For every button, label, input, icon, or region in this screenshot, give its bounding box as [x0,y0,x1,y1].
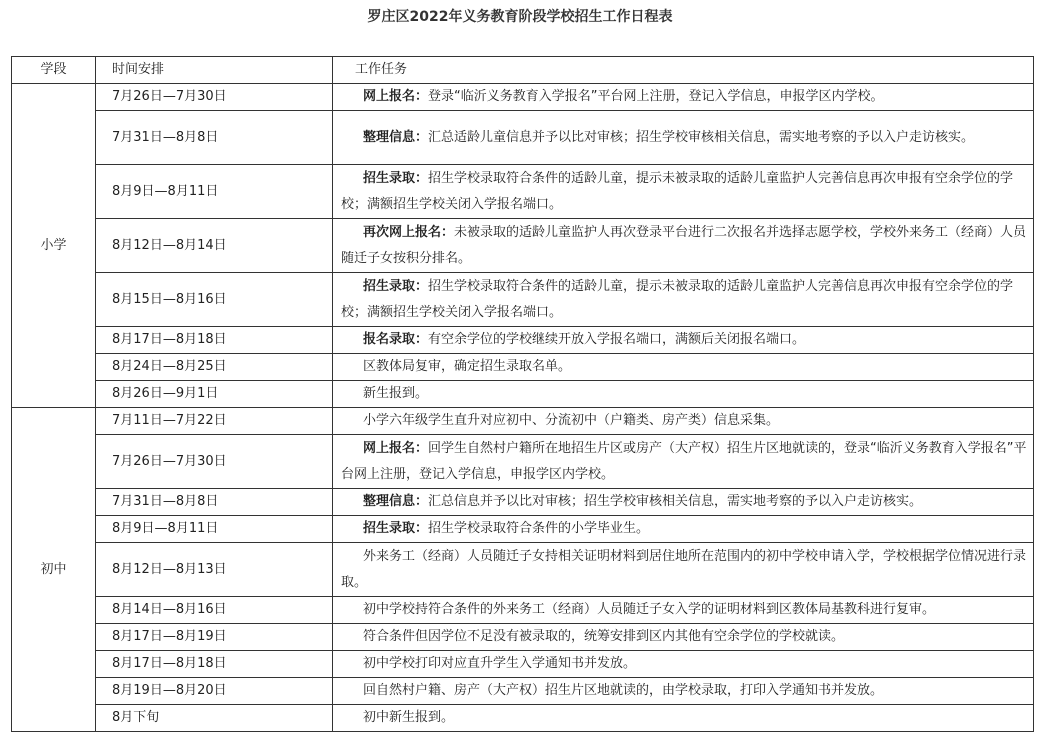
table-row [12,651,1034,678]
task-label: 整理信息： [363,494,429,509]
table-row [12,219,1034,273]
task-cell [333,597,1034,624]
task-cell [333,381,1034,408]
task-cell [333,111,1034,165]
task-label: 网上报名： [363,440,429,456]
time-cell: 7月26日—7月30日 [96,84,333,111]
task-cell [333,489,1034,516]
task-text: 登录“临沂义务教育入学报名”平台网上注册，登记入学信息，申报学区内学校。 [428,89,884,104]
table-row [12,354,1034,381]
table-row [12,327,1034,354]
table-row [12,705,1034,732]
task-text: 未被录取的适龄儿童监护人再次登录平台进行二次报名并选择志愿学校，学校外来务工（经商）人员随迁子女按积分排名。 [341,224,1027,266]
table-row [12,111,1034,165]
header-stage: 学段 [12,57,96,84]
task-text: 小学六年级学生直升对应初中、分流初中（户籍类、房产类）信息采集。 [363,413,780,428]
time-cell: 8月12日—8月13日 [96,543,333,597]
header-time: 时间安排 [96,57,333,84]
schedule-table [11,56,1034,732]
task-cell [333,273,1034,327]
time-cell: 8月9日—8月11日 [96,516,333,543]
task-text: 回学生自然村户籍所在地招生片区或房产（大产权）招生片区地就读的，登录“临沂义务教育入学报名”平台网上注册，登记入学信息，申报学区内学校。 [341,440,1027,482]
table-row [12,165,1034,219]
page-title: 罗庄区2022年义务教育阶段学校招生工作日程表 [367,9,673,25]
task-text: 汇总适龄儿童信息并予以比对审核；招生学校审核相关信息，需实地考察的予以入户走访核实。 [428,129,975,145]
task-label: 再次网上报名： [363,224,455,240]
task-text: 招生学校录取符合条件的适龄儿童，提示未被录取的适龄儿童监护人完善信息再次申报有空余学位的学校；满额招生学校关闭入学报名端口。 [341,170,1014,212]
time-cell: 7月26日—7月30日 [96,435,333,489]
time-cell: 8月14日—8月16日 [96,597,333,624]
task-text: 汇总信息并予以比对审核；招生学校审核相关信息，需实地考察的予以入户走访核实。 [428,494,923,509]
task-text: 符合条件但因学位不足没有被录取的，统筹安排到区内其他有空余学位的学校就读。 [363,629,845,644]
task-text: 区教体局复审，确定招生录取名单。 [363,359,572,374]
task-cell [333,651,1034,678]
task-cell [333,705,1034,732]
task-text: 初中学校打印对应直升学生入学通知书并发放。 [363,656,637,671]
table-row [12,381,1034,408]
table-row [12,408,1034,435]
header-row [12,57,1034,84]
task-text: 外来务工（经商）人员随迁子女持相关证明材料到居住地所在范围内的初中学校申请入学，学校根据学位情况进行录取。 [341,548,1027,590]
time-cell: 8月17日—8月18日 [96,651,333,678]
task-label: 整理信息： [363,129,429,145]
table-row [12,678,1034,705]
table-row [12,624,1034,651]
table-row [12,543,1034,597]
task-text: 招生学校录取符合条件的小学毕业生。 [428,521,650,536]
task-cell [333,435,1034,489]
task-text: 新生报到。 [363,386,429,401]
task-label: 网上报名： [363,89,429,104]
task-text: 初中新生报到。 [363,710,455,725]
stage-cell: 初中 [12,408,96,732]
task-cell [333,327,1034,354]
table-row [12,597,1034,624]
task-cell [333,354,1034,381]
time-cell: 8月15日—8月16日 [96,273,333,327]
table-row [12,489,1034,516]
time-cell: 8月17日—8月18日 [96,327,333,354]
time-cell: 7月31日—8月8日 [96,489,333,516]
table-body [12,57,1034,732]
time-cell: 7月31日—8月8日 [96,111,333,165]
table-row [12,84,1034,111]
header-task: 工作任务 [333,57,1034,84]
time-cell: 7月11日—7月22日 [96,408,333,435]
task-text: 回自然村户籍、房产（大产权）招生片区地就读的，由学校录取，打印入学通知书并发放。 [363,683,884,698]
task-cell [333,678,1034,705]
task-cell [333,219,1034,273]
table-row [12,273,1034,327]
time-cell: 8月12日—8月14日 [96,219,333,273]
stage-cell: 小学 [12,84,96,408]
time-cell: 8月9日—8月11日 [96,165,333,219]
table-row [12,435,1034,489]
table-row [12,516,1034,543]
task-label: 报名录取： [363,332,429,347]
task-cell [333,516,1034,543]
time-cell: 8月24日—8月25日 [96,354,333,381]
task-label: 招生录取： [363,278,429,294]
task-cell [333,624,1034,651]
task-cell [333,165,1034,219]
task-text: 招生学校录取符合条件的适龄儿童，提示未被录取的适龄儿童监护人完善信息再次申报有空余学位的学校；满额招生学校关闭入学报名端口。 [341,278,1014,320]
time-cell: 8月26日—9月1日 [96,381,333,408]
task-cell [333,408,1034,435]
task-text: 有空余学位的学校继续开放入学报名端口，满额后关闭报名端口。 [428,332,806,347]
time-cell: 8月下旬 [96,705,333,732]
task-label: 招生录取： [363,521,429,536]
time-cell: 8月19日—8月20日 [96,678,333,705]
time-cell: 8月17日—8月19日 [96,624,333,651]
task-text: 初中学校持符合条件的外来务工（经商）人员随迁子女入学的证明材料到区教体局基教科进行复审。 [363,602,936,617]
task-cell [333,84,1034,111]
task-label: 招生录取： [363,170,429,186]
task-cell [333,543,1034,597]
